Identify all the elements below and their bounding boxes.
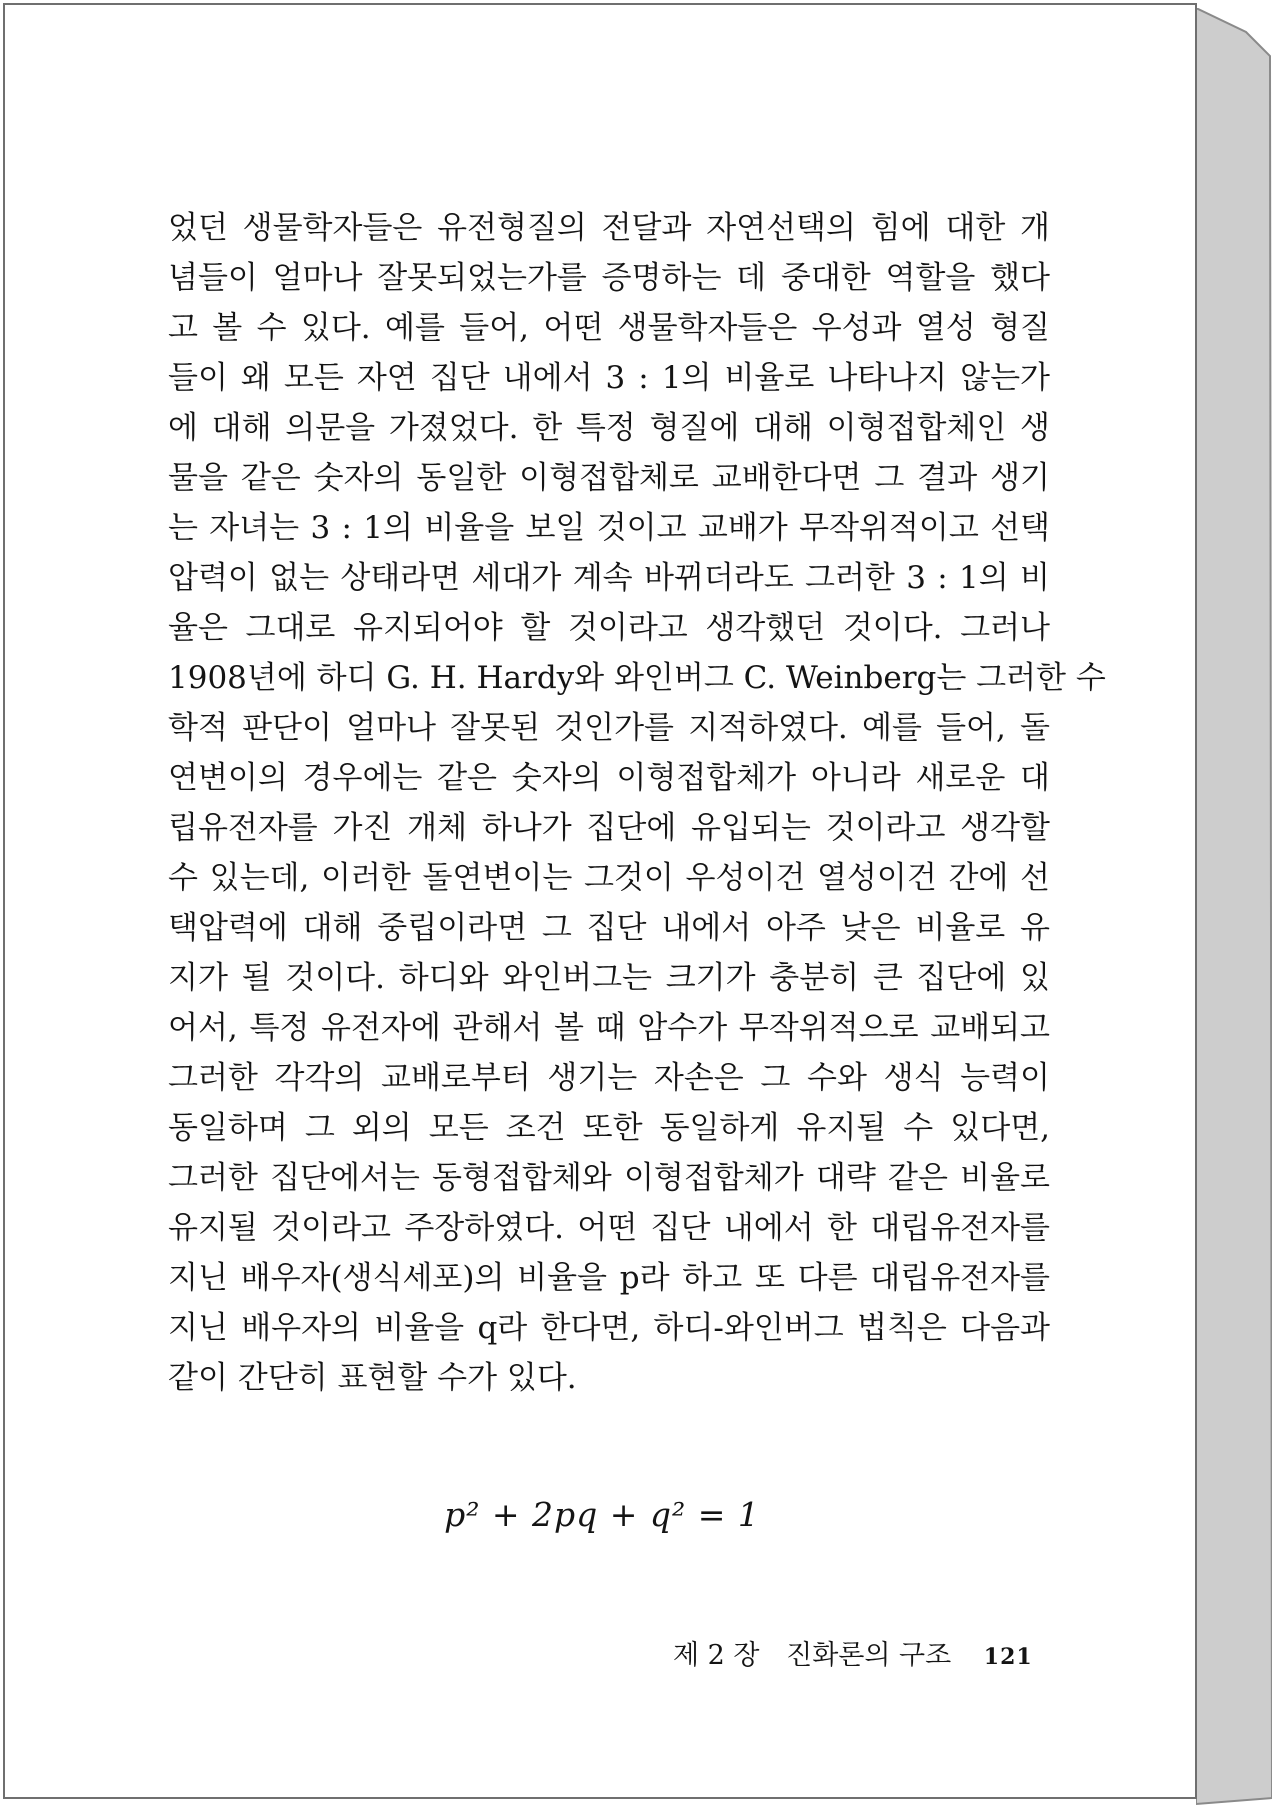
- hardy-weinberg-formula: p² + 2pq + q² = 1: [444, 1495, 760, 1534]
- text-line: 같이 간단히 표현할 수가 있다.: [168, 1360, 577, 1396]
- text-line: 수 있는데, 이러한 돌연변이는 그것이 우성이건 열성이건 간에 선: [168, 860, 1050, 896]
- body-paragraph: [168, 203, 1106, 1403]
- page-edge-shadow: [1196, 8, 1272, 1806]
- text-line: 학적 판단이 얼마나 잘못된 것인가를 지적하였다. 예를 들어, 돌: [168, 710, 1050, 746]
- text-line: 1908년에 하디 G. H. Hardy와 와인버그 C. Weinberg는 그러한 수: [168, 660, 1106, 696]
- text-line: 념들이 얼마나 잘못되었는가를 증명하는 데 중대한 역할을 했다: [168, 260, 1050, 296]
- text-line: 었던 생물학자들은 유전형질의 전달과 자연선택의 힘에 대한 개: [168, 210, 1050, 246]
- text-line: 동일하며 그 외의 모든 조건 또한 동일하게 유지될 수 있다면,: [168, 1110, 1050, 1146]
- text-line: 그러한 집단에서는 동형접합체와 이형접합체가 대략 같은 비율로: [168, 1160, 1050, 1196]
- text-line: 유지될 것이라고 주장하였다. 어떤 집단 내에서 한 대립유전자를: [168, 1210, 1050, 1246]
- text-line: 어서, 특정 유전자에 관해서 볼 때 암수가 무작위적으로 교배되고: [168, 1010, 1050, 1046]
- chapter-label: 제 2 장: [673, 1640, 760, 1671]
- text-line: 압력이 없는 상태라면 세대가 계속 바뀌더라도 그러한 3 : 1의 비: [168, 560, 1050, 596]
- text-line: 는 자녀는 3 : 1의 비율을 보일 것이고 교배가 무작위적이고 선택: [168, 510, 1050, 546]
- text-line: 지닌 배우자의 비율을 q라 한다면, 하디-와인버그 법칙은 다음과: [168, 1310, 1050, 1346]
- text-line: 연변이의 경우에는 같은 숫자의 이형접합체가 아니라 새로운 대: [168, 760, 1050, 796]
- text-line: 지가 될 것이다. 하디와 와인버그는 크기가 충분히 큰 집단에 있: [168, 960, 1050, 996]
- text-line: 립유전자를 가진 개체 하나가 집단에 유입되는 것이라고 생각할: [168, 810, 1050, 846]
- text-line: 들이 왜 모든 자연 집단 내에서 3 : 1의 비율로 나타나지 않는가: [168, 360, 1050, 396]
- text-line: 율은 그대로 유지되어야 할 것이라고 생각했던 것이다. 그러나: [168, 610, 1050, 646]
- page-number: 121: [983, 1644, 1033, 1670]
- chapter-title: 진화론의 구조: [786, 1640, 952, 1671]
- text-line: 에 대해 의문을 가졌었다. 한 특정 형질에 대해 이형접합체인 생: [168, 410, 1050, 446]
- text-line: 고 볼 수 있다. 예를 들어, 어떤 생물학자들은 우성과 열성 형질: [168, 310, 1050, 346]
- text-line: 지닌 배우자(생식세포)의 비율을 p라 하고 또 다른 대립유전자를: [168, 1260, 1050, 1296]
- book-page: [3, 3, 1197, 1799]
- page-footer: [673, 1633, 1033, 1672]
- text-line: 물을 같은 숫자의 동일한 이형접합체로 교배한다면 그 결과 생기: [168, 460, 1050, 496]
- text-line: 택압력에 대해 중립이라면 그 집단 내에서 아주 낮은 비율로 유: [168, 910, 1050, 946]
- text-line: 그러한 각각의 교배로부터 생기는 자손은 그 수와 생식 능력이: [168, 1060, 1050, 1096]
